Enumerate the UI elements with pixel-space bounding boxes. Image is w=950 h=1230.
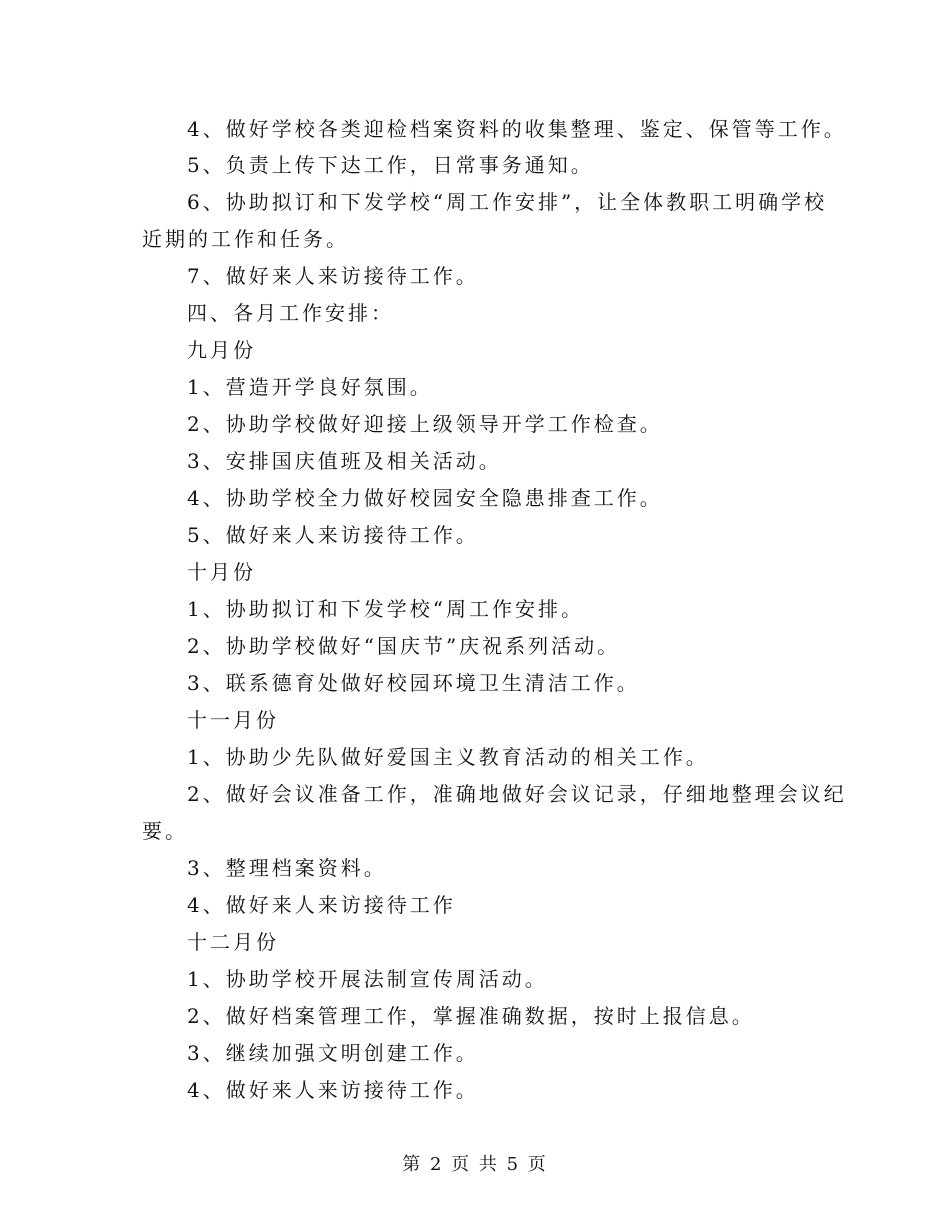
- month-heading: 十月份: [187, 560, 256, 584]
- page-footer: 第 2 页 共 5 页: [402, 1154, 548, 1175]
- list-item: 4、做好学校各类迎检档案资料的收集整理、鉴定、保管等工作。: [187, 117, 847, 141]
- list-item: 2、协助学校做好“国庆节”庆祝系列活动。: [187, 634, 621, 658]
- list-item: 3、整理档案资料。: [187, 856, 387, 880]
- month-heading: 十二月份: [187, 930, 279, 954]
- list-item-continuation: 要。: [142, 819, 188, 843]
- list-item: 3、继续加强文明创建工作。: [187, 1041, 479, 1065]
- month-heading: 十一月份: [187, 708, 279, 732]
- list-item-continuation: 近期的工作和任务。: [142, 227, 349, 251]
- list-item: 4、做好来人来访接待工作: [187, 893, 456, 917]
- list-item: 2、做好档案管理工作，掌握准确数据，按时上报信息。: [187, 1004, 755, 1028]
- list-item: 1、协助学校开展法制宣传周活动。: [187, 967, 548, 991]
- list-item: 7、做好来人来访接待工作。: [187, 264, 479, 288]
- list-item: 5、负责上传下达工作，日常事务通知。: [187, 153, 594, 177]
- list-item: 3、联系德育处做好校园环境卫生清洁工作。: [187, 671, 640, 695]
- list-item: 1、营造开学良好氛围。: [187, 375, 433, 399]
- list-item: 3、安排国庆值班及相关活动。: [187, 449, 502, 473]
- list-item: 4、协助学校全力做好校园安全隐患排查工作。: [187, 486, 663, 510]
- list-item: 2、做好会议准备工作，准确地做好会议记录，仔细地整理会议纪: [187, 782, 847, 806]
- list-item: 1、协助少先队做好爱国主义教育活动的相关工作。: [187, 745, 709, 769]
- list-item: 1、协助拟订和下发学校“周工作安排。: [187, 597, 584, 621]
- month-heading: 九月份: [187, 338, 256, 362]
- list-item: 4、做好来人来访接待工作。: [187, 1078, 479, 1102]
- list-item: 5、做好来人来访接待工作。: [187, 523, 479, 547]
- section-heading: 四、各月工作安排：: [187, 301, 394, 325]
- list-item: 6、协助拟订和下发学校“周工作安排”，让全体教职工明确学校: [187, 190, 828, 214]
- list-item: 2、协助学校做好迎接上级领导开学工作检查。: [187, 412, 663, 436]
